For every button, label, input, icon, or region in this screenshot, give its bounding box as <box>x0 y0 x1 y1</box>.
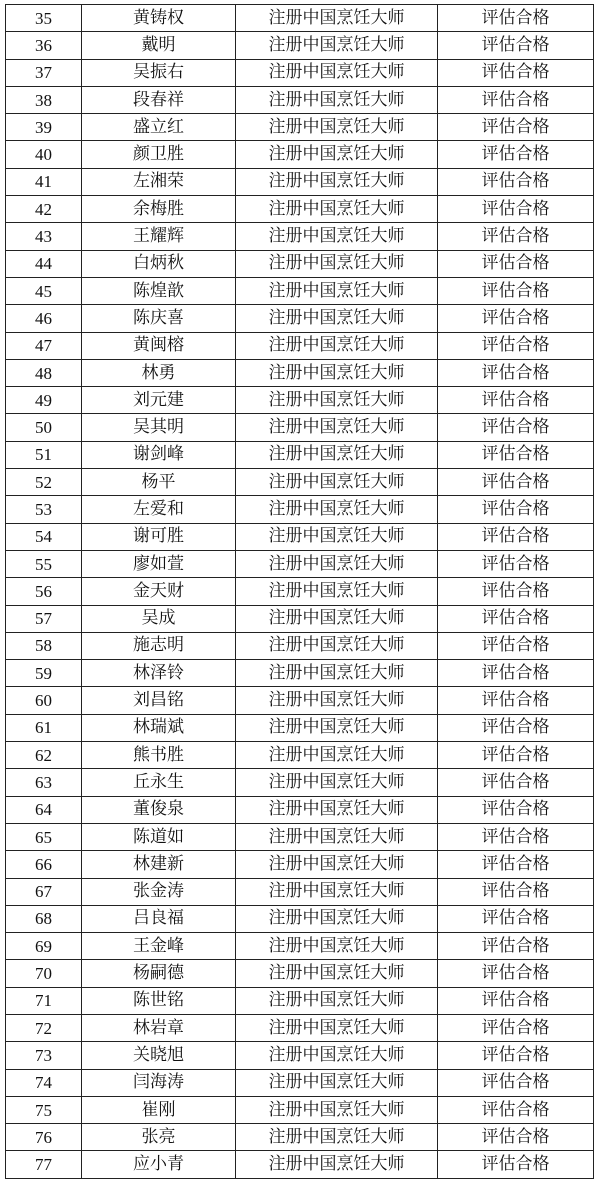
row-number-cell: 71 <box>6 987 82 1014</box>
result-cell: 评估合格 <box>438 1042 594 1069</box>
person-name-cell: 杨平 <box>82 469 236 496</box>
result-cell: 评估合格 <box>438 223 594 250</box>
roster-sheet <box>5 4 593 1179</box>
title-cell: 注册中国烹饪大师 <box>236 851 438 878</box>
person-name-cell: 张亮 <box>82 1124 236 1151</box>
row-number-cell: 50 <box>6 414 82 441</box>
result-cell: 评估合格 <box>438 168 594 195</box>
result-cell: 评估合格 <box>438 414 594 441</box>
title-cell: 注册中国烹饪大师 <box>236 359 438 386</box>
person-name-cell: 林瑞斌 <box>82 714 236 741</box>
title-cell: 注册中国烹饪大师 <box>236 1069 438 1096</box>
table-row <box>6 960 594 987</box>
person-name-cell: 黄铸权 <box>82 5 236 32</box>
result-cell: 评估合格 <box>438 742 594 769</box>
person-name-cell: 林泽铃 <box>82 660 236 687</box>
row-number-cell: 39 <box>6 114 82 141</box>
result-cell: 评估合格 <box>438 714 594 741</box>
title-cell: 注册中国烹饪大师 <box>236 605 438 632</box>
result-cell: 评估合格 <box>438 933 594 960</box>
result-cell: 评估合格 <box>438 496 594 523</box>
table-row <box>6 578 594 605</box>
result-cell: 评估合格 <box>438 141 594 168</box>
title-cell: 注册中国烹饪大师 <box>236 277 438 304</box>
person-name-cell: 闫海涛 <box>82 1069 236 1096</box>
row-number-cell: 51 <box>6 441 82 468</box>
row-number-cell: 68 <box>6 905 82 932</box>
title-cell: 注册中国烹饪大师 <box>236 141 438 168</box>
result-cell: 评估合格 <box>438 605 594 632</box>
table-row <box>6 823 594 850</box>
person-name-cell: 关晓旭 <box>82 1042 236 1069</box>
title-cell: 注册中国烹饪大师 <box>236 769 438 796</box>
title-cell: 注册中国烹饪大师 <box>236 660 438 687</box>
table-row <box>6 878 594 905</box>
title-cell: 注册中国烹饪大师 <box>236 960 438 987</box>
row-number-cell: 58 <box>6 632 82 659</box>
result-cell: 评估合格 <box>438 905 594 932</box>
person-name-cell: 黄闽榕 <box>82 332 236 359</box>
person-name-cell: 吴其明 <box>82 414 236 441</box>
row-number-cell: 35 <box>6 5 82 32</box>
person-name-cell: 陈煌歆 <box>82 277 236 304</box>
person-name-cell: 吴振右 <box>82 59 236 86</box>
title-cell: 注册中国烹饪大师 <box>236 1042 438 1069</box>
table-row <box>6 305 594 332</box>
row-number-cell: 56 <box>6 578 82 605</box>
person-name-cell: 张金涛 <box>82 878 236 905</box>
table-row <box>6 141 594 168</box>
table-row <box>6 714 594 741</box>
result-cell: 评估合格 <box>438 769 594 796</box>
result-cell: 评估合格 <box>438 469 594 496</box>
row-number-cell: 38 <box>6 86 82 113</box>
row-number-cell: 69 <box>6 933 82 960</box>
title-cell: 注册中国烹饪大师 <box>236 250 438 277</box>
person-name-cell: 吴成 <box>82 605 236 632</box>
result-cell: 评估合格 <box>438 523 594 550</box>
table-row <box>6 523 594 550</box>
result-cell: 评估合格 <box>438 1014 594 1041</box>
title-cell: 注册中国烹饪大师 <box>236 59 438 86</box>
title-cell: 注册中国烹饪大师 <box>236 114 438 141</box>
result-cell: 评估合格 <box>438 359 594 386</box>
row-number-cell: 42 <box>6 196 82 223</box>
person-name-cell: 余梅胜 <box>82 196 236 223</box>
table-row <box>6 196 594 223</box>
title-cell: 注册中国烹饪大师 <box>236 523 438 550</box>
row-number-cell: 48 <box>6 359 82 386</box>
row-number-cell: 36 <box>6 32 82 59</box>
table-row <box>6 223 594 250</box>
table-row <box>6 796 594 823</box>
title-cell: 注册中国烹饪大师 <box>236 414 438 441</box>
title-cell: 注册中国烹饪大师 <box>236 933 438 960</box>
title-cell: 注册中国烹饪大师 <box>236 878 438 905</box>
result-cell: 评估合格 <box>438 687 594 714</box>
title-cell: 注册中国烹饪大师 <box>236 441 438 468</box>
table-row <box>6 632 594 659</box>
result-cell: 评估合格 <box>438 823 594 850</box>
roster-table <box>5 4 594 1179</box>
person-name-cell: 白炳秋 <box>82 250 236 277</box>
table-row <box>6 441 594 468</box>
table-row <box>6 387 594 414</box>
title-cell: 注册中国烹饪大师 <box>236 223 438 250</box>
title-cell: 注册中国烹饪大师 <box>236 1124 438 1151</box>
row-number-cell: 63 <box>6 769 82 796</box>
result-cell: 评估合格 <box>438 851 594 878</box>
person-name-cell: 施志明 <box>82 632 236 659</box>
title-cell: 注册中国烹饪大师 <box>236 714 438 741</box>
person-name-cell: 陈道如 <box>82 823 236 850</box>
row-number-cell: 55 <box>6 550 82 577</box>
table-row <box>6 1042 594 1069</box>
table-row <box>6 168 594 195</box>
title-cell: 注册中国烹饪大师 <box>236 86 438 113</box>
person-name-cell: 刘元建 <box>82 387 236 414</box>
table-row <box>6 905 594 932</box>
result-cell: 评估合格 <box>438 1069 594 1096</box>
table-row <box>6 59 594 86</box>
result-cell: 评估合格 <box>438 796 594 823</box>
table-row <box>6 742 594 769</box>
table-row <box>6 660 594 687</box>
table-row <box>6 687 594 714</box>
row-number-cell: 73 <box>6 1042 82 1069</box>
result-cell: 评估合格 <box>438 86 594 113</box>
result-cell: 评估合格 <box>438 32 594 59</box>
title-cell: 注册中国烹饪大师 <box>236 469 438 496</box>
row-number-cell: 70 <box>6 960 82 987</box>
table-row <box>6 32 594 59</box>
person-name-cell: 谢可胜 <box>82 523 236 550</box>
person-name-cell: 谢剑峰 <box>82 441 236 468</box>
person-name-cell: 王金峰 <box>82 933 236 960</box>
title-cell: 注册中国烹饪大师 <box>236 823 438 850</box>
table-row <box>6 1124 594 1151</box>
title-cell: 注册中国烹饪大师 <box>236 332 438 359</box>
row-number-cell: 76 <box>6 1124 82 1151</box>
person-name-cell: 林勇 <box>82 359 236 386</box>
row-number-cell: 37 <box>6 59 82 86</box>
result-cell: 评估合格 <box>438 550 594 577</box>
row-number-cell: 53 <box>6 496 82 523</box>
row-number-cell: 49 <box>6 387 82 414</box>
row-number-cell: 57 <box>6 605 82 632</box>
row-number-cell: 40 <box>6 141 82 168</box>
row-number-cell: 46 <box>6 305 82 332</box>
table-row <box>6 1151 594 1178</box>
person-name-cell: 陈庆喜 <box>82 305 236 332</box>
result-cell: 评估合格 <box>438 250 594 277</box>
row-number-cell: 59 <box>6 660 82 687</box>
title-cell: 注册中国烹饪大师 <box>236 578 438 605</box>
title-cell: 注册中国烹饪大师 <box>236 742 438 769</box>
table-row <box>6 114 594 141</box>
table-row <box>6 1069 594 1096</box>
row-number-cell: 72 <box>6 1014 82 1041</box>
result-cell: 评估合格 <box>438 277 594 304</box>
table-row <box>6 496 594 523</box>
row-number-cell: 64 <box>6 796 82 823</box>
result-cell: 评估合格 <box>438 305 594 332</box>
person-name-cell: 董俊泉 <box>82 796 236 823</box>
row-number-cell: 45 <box>6 277 82 304</box>
row-number-cell: 66 <box>6 851 82 878</box>
result-cell: 评估合格 <box>438 196 594 223</box>
person-name-cell: 应小青 <box>82 1151 236 1178</box>
person-name-cell: 丘永生 <box>82 769 236 796</box>
row-number-cell: 61 <box>6 714 82 741</box>
table-row <box>6 550 594 577</box>
row-number-cell: 74 <box>6 1069 82 1096</box>
result-cell: 评估合格 <box>438 387 594 414</box>
person-name-cell: 盛立红 <box>82 114 236 141</box>
person-name-cell: 颜卫胜 <box>82 141 236 168</box>
table-row <box>6 769 594 796</box>
title-cell: 注册中国烹饪大师 <box>236 305 438 332</box>
title-cell: 注册中国烹饪大师 <box>236 1096 438 1123</box>
table-row <box>6 86 594 113</box>
result-cell: 评估合格 <box>438 987 594 1014</box>
row-number-cell: 62 <box>6 742 82 769</box>
title-cell: 注册中国烹饪大师 <box>236 632 438 659</box>
row-number-cell: 54 <box>6 523 82 550</box>
row-number-cell: 67 <box>6 878 82 905</box>
table-row <box>6 250 594 277</box>
result-cell: 评估合格 <box>438 332 594 359</box>
title-cell: 注册中国烹饪大师 <box>236 32 438 59</box>
result-cell: 评估合格 <box>438 1096 594 1123</box>
person-name-cell: 林岩章 <box>82 1014 236 1041</box>
person-name-cell: 陈世铭 <box>82 987 236 1014</box>
title-cell: 注册中国烹饪大师 <box>236 905 438 932</box>
result-cell: 评估合格 <box>438 441 594 468</box>
title-cell: 注册中国烹饪大师 <box>236 496 438 523</box>
table-row <box>6 359 594 386</box>
title-cell: 注册中国烹饪大师 <box>236 796 438 823</box>
person-name-cell: 廖如萱 <box>82 550 236 577</box>
table-row <box>6 469 594 496</box>
table-row <box>6 987 594 1014</box>
table-row <box>6 5 594 32</box>
table-row <box>6 605 594 632</box>
title-cell: 注册中国烹饪大师 <box>236 387 438 414</box>
person-name-cell: 吕良福 <box>82 905 236 932</box>
person-name-cell: 崔刚 <box>82 1096 236 1123</box>
person-name-cell: 杨嗣德 <box>82 960 236 987</box>
person-name-cell: 左湘荣 <box>82 168 236 195</box>
table-row <box>6 851 594 878</box>
table-row <box>6 332 594 359</box>
row-number-cell: 60 <box>6 687 82 714</box>
person-name-cell: 戴明 <box>82 32 236 59</box>
result-cell: 评估合格 <box>438 578 594 605</box>
person-name-cell: 金天财 <box>82 578 236 605</box>
result-cell: 评估合格 <box>438 878 594 905</box>
result-cell: 评估合格 <box>438 114 594 141</box>
result-cell: 评估合格 <box>438 632 594 659</box>
row-number-cell: 43 <box>6 223 82 250</box>
table-row <box>6 1096 594 1123</box>
row-number-cell: 77 <box>6 1151 82 1178</box>
person-name-cell: 王耀辉 <box>82 223 236 250</box>
person-name-cell: 刘昌铭 <box>82 687 236 714</box>
title-cell: 注册中国烹饪大师 <box>236 5 438 32</box>
title-cell: 注册中国烹饪大师 <box>236 196 438 223</box>
person-name-cell: 熊书胜 <box>82 742 236 769</box>
row-number-cell: 65 <box>6 823 82 850</box>
title-cell: 注册中国烹饪大师 <box>236 550 438 577</box>
roster-table-body <box>6 5 594 1179</box>
person-name-cell: 段春祥 <box>82 86 236 113</box>
row-number-cell: 44 <box>6 250 82 277</box>
person-name-cell: 林建新 <box>82 851 236 878</box>
result-cell: 评估合格 <box>438 960 594 987</box>
result-cell: 评估合格 <box>438 1124 594 1151</box>
title-cell: 注册中国烹饪大师 <box>236 687 438 714</box>
table-row <box>6 277 594 304</box>
title-cell: 注册中国烹饪大师 <box>236 1014 438 1041</box>
result-cell: 评估合格 <box>438 5 594 32</box>
table-row <box>6 414 594 441</box>
row-number-cell: 75 <box>6 1096 82 1123</box>
result-cell: 评估合格 <box>438 1151 594 1178</box>
row-number-cell: 41 <box>6 168 82 195</box>
result-cell: 评估合格 <box>438 59 594 86</box>
title-cell: 注册中国烹饪大师 <box>236 168 438 195</box>
person-name-cell: 左爱和 <box>82 496 236 523</box>
result-cell: 评估合格 <box>438 660 594 687</box>
table-row <box>6 933 594 960</box>
title-cell: 注册中国烹饪大师 <box>236 1151 438 1178</box>
table-row <box>6 1014 594 1041</box>
row-number-cell: 47 <box>6 332 82 359</box>
title-cell: 注册中国烹饪大师 <box>236 987 438 1014</box>
row-number-cell: 52 <box>6 469 82 496</box>
